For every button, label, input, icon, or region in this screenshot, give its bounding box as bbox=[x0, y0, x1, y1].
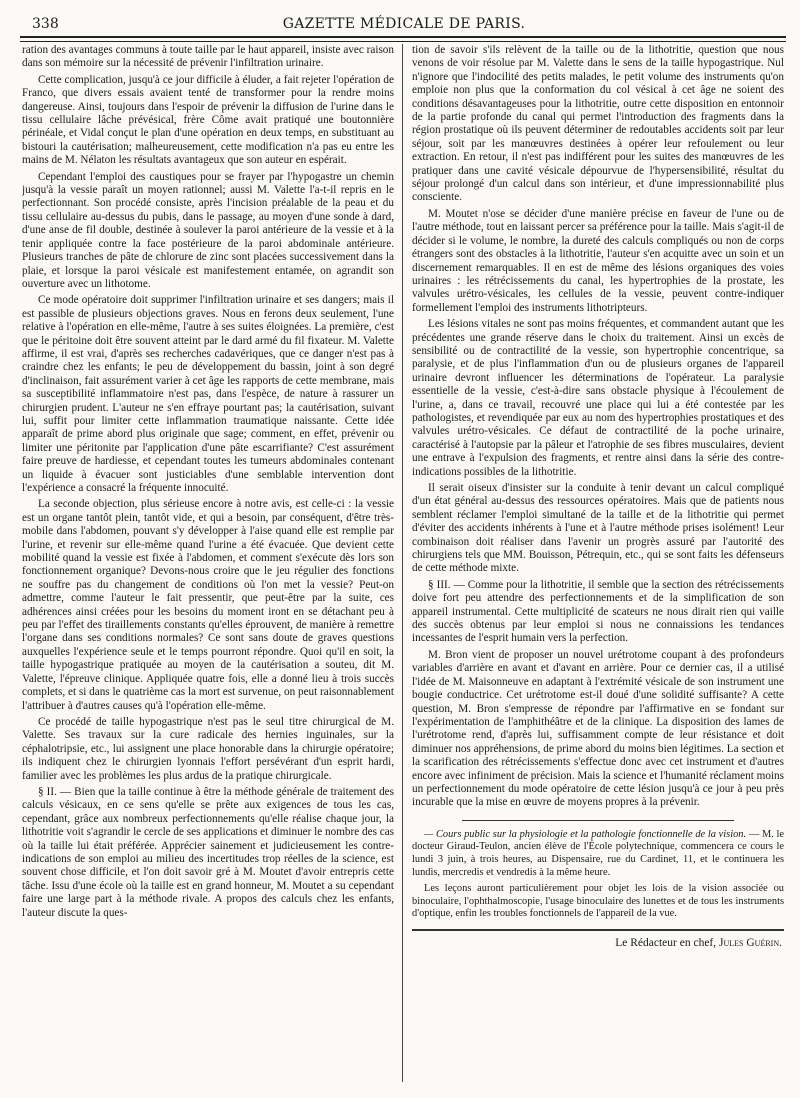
paragraph: Il serait oiseux d'insister sur la conduite à tenir devant un calcul compliqué d'un état général au-dessus des ressources opératoires. Mais que de patients nous semblent réclamer l'emploi simultané de la taille et de la lithotritie qui permet d'éviter des accidents inhérents à l'une et à l'autre méthode prises isolément! Leur combinaison doit réaliser dans l'avenir un progrès assuré par l'autorité des chirurgiens tels que MM. Bouisson, Pétrequin, etc., qui se sont faits les défenseurs de cette méthode mixte. bbox=[412, 482, 784, 575]
notice-text: — M. le docteur Giraud-Teulon, ancien élève de l'École polytechnique, commencera ce cours le lundi 3 juin, à trois heures, au Dispensaire, rue du Cardinet, 11, et le continuera les lundis, mercredis et vendredis à la même heure. bbox=[412, 828, 784, 878]
paragraph: M. Bron vient de proposer un nouvel urétrotome coupant à des profondeurs variables d'arrière en avant et d'avant en arrière. Pour ce dernier cas, il a utilisé l'idée de M. Maisonneuve en adaptant à l'extrémité vésicale de son instrument une bougie conductrice. Cet urétrotome est-il doué d'une solidité suffisante? A cette question, M. Bron s'empresse de répondre par l'affirmative en se fondant sur l'expérimentation de l'amphithéâtre et de la clinique. La disposition des lames de l'urétrotome rend, d'après lui, suffisamment compte de leur résistance et doit diminuer nos appréhensions, de prime abord du moins bien légitimes. La section et la scarification des rétrécissements s'effectue donc avec cet instrument et d'autres encore avec infiniment de précision. Mais la science et l'humanité réclament moins un perfectionnement du mode opératoire de cette lésion jusqu'à ce jour à peu près incurable que la mise en œuvre de moyens propres à la prévenir. bbox=[412, 648, 784, 809]
journal-title: GAZETTE MÉDICALE DE PARIS. bbox=[282, 16, 526, 32]
signature-divider bbox=[412, 929, 784, 931]
paragraph: Cette complication, jusqu'à ce jour difficile à éluder, a fait rejeter l'opération de Franco, que divers essais avaient tenté de transformer pour la rendre moins dangereuse. Ainsi, toujours dans l'espoir de prévenir la diffusion de l'urine dans le tissu cellulaire lâche prévésical, frère Côme avait pratiqué une boutonnière périnéale, et Vidal conçut le plan d'une opération en deux temps, en substituant au bistouri la cautérisation; malheureusement, cette modification n'a pas eu entre les mains de M. Nélaton les résultats avantageux que son auteur en espérait. bbox=[22, 73, 394, 167]
paragraph: M. Moutet n'ose se décider d'une manière précise en faveur de l'une ou de l'autre méthode, tout en laissant percer sa préférence pour la taille. Mais s'agit-il de décider si le volume, le nombre, la dureté des calculs compliqués ou non de corps étrangers sont des obstacles à la lithotritie, l'auteur s'en acquitte avec un soin et un discernement remarquables. Il en est de même des lésions organiques des voies urinaires : les rétrécissements du canal, les hypertrophies de la prostate, les valvules urétro-vésicales, les cellules de la vessie, peuvent contre-indiquer formellement l'emploi des instruments lithotripteurs. bbox=[412, 207, 784, 314]
notice-heading: — Cours public sur la physiologie et la pathologie fonctionnelle de la vision. bbox=[424, 828, 747, 840]
paragraph: § II. — Bien que la taille continue à être la méthode générale de traitement des calculs vésicaux, en ce sens qu'elle se prête aux exigences de tous les cas, cependant, grâce aux nombreux perfectionnements qu'elle réalise chaque jour, la lithotritie voit s'agrandir le cercle de ses applications et diminuer le nombre des cas où la taille lui était préférée. Apprécier sainement et judicieusement les contre-indications de son emploi au milieu des incertitudes trop réelles de la science, est souvent chose difficile, et l'on doit savoir gré à M. Moutet d'avoir entrepris cette tâche. Issu d'une école où la taille est en grand honneur, M. Moutet a su cependant faire une large part à la méthode rivale. A propos des calculs chez les enfants, l'auteur discute la ques- bbox=[22, 785, 394, 919]
signature-prefix: Le Rédacteur en chef, bbox=[615, 936, 717, 949]
paragraph: Cependant l'emploi des caustiques pour se frayer par l'hypogastre un chemin jusqu'à la vessie paraît un moyen rationnel; aussi M. Valette l'a-t-il repris en le perfectionnant. Son procédé consiste, après l'incision préalable de la peau et du tissu cellulaire au-dessus du pubis, dans le passage, au moyen d'une sonde à dard, d'une anse de fil double, destinée à soulever la paroi antérieure de la vessie et à la tenir appliquée contre la face postérieure de la paroi abdominale antérieure. Plusieurs tranches de pâte de chlorure de zinc sont placées successivement dans la plaie, et lorsque la paroi vésicale est manifestement entamée, on agrandit son ouverture avec un lithotome. bbox=[22, 170, 394, 290]
column-divider bbox=[402, 44, 403, 1082]
paragraph: Ce mode opératoire doit supprimer l'infiltration urinaire et ses dangers; mais il est passible de plusieurs objections graves. Nous en ferons deux seulement, l'une relative à l'opération en elle-même, l'autre à ses suites éloignées. La première, c'est que le péritoine doit être souvent atteint par le dard armé du fil fixateur. M. Valette affirme, il est vrai, d'après ses recherches cadavériques, que ce danger n'est pas à craindre chez les enfants; le peu de développement du bassin, joint à son degré d'inclinaison, fait assurément varier à cet âge les rapports de cette membrane, mais sa susceptibilité inflammatoire n'est pas, dans l'espèce, de nature à rassurer un chirurgien prudent. L'auteur ne s'en effraye pourtant pas; la cautérisation, suivant lui, suffit pour limiter cette inflammation traumatique naissante. Cette idée apparaît de prime abord plus originale que sage; comment, en effet, prévenir ou limiter une péritonite par l'application d'une pâte escarrifiante? C'est assurément faire preuve de hardiesse, et cependant toutes les tumeurs abdominales contenant un liquide à évacuer sont justiciables d'une semblable intervention dont l'expérience a consacré la fréquente innocuité. bbox=[22, 294, 394, 494]
paragraph: § III. — Comme pour la lithotritie, il semble que la section des rétrécissements doive fort peu attendre des perfectionnements et de la simplification de son appareil instrumental. Cette multiplicité de scateurs ne nous dirait rien qui vaille des succès obtenus par leur emploi si nous ne connaissions les tendances incessantes de l'esprit humain vers la perfection. bbox=[412, 578, 784, 645]
section-divider bbox=[462, 820, 734, 821]
paragraph: tion de savoir s'ils relèvent de la taille ou de la lithotritie, question que nous venons de voir résolue par M. Valette dans le sens de la taille hypogastrique. Nul n'ignore que l'indocilité des petits malades, le petit volume des instruments qu'on emploie non plus que la conformation du col vésical à cet âge ne soient des conditions désavantageuses pour la lithotritie, outre cette disposition en entonnoir de la partie profonde du canal qui permet l'introduction des fragments dans la région prostatique où ils peuvent déterminer de redoutables accidents soit par leur séjour, soit par les manœuvres destinées à opérer leur refoulement ou leur extraction. En retour, il n'est pas indifférent pour les suites des manœuvres de les pratiquer dans une cavité vésicale dépourvue de l'hypersensibilité, résultat du séjour prolongé d'un calcul dans son intérieur, et d'une impressionnabilité plus consciente. bbox=[412, 44, 784, 204]
paragraph: ration des avantages communs à toute taille par le haut appareil, insiste avec raison dans son mémoire sur la nécessité de prévenir l'infiltration urinaire. bbox=[22, 44, 394, 70]
notice-text-2: Les leçons auront particulièrement pour objet les lois de la vision associée ou binoculaire, l'ophthalmoscopie, l'usage binoculaire des lunettes et de tous les instruments d'optique, enfin les troubles fonctionnels de l'appareil de la vue. bbox=[412, 883, 784, 920]
paragraph: Les lésions vitales ne sont pas moins fréquentes, et commandent autant que les précédentes une grande réserve dans le choix du traitement. Ainsi un excès de sensibilité ou de contractilité de la vessie, son hypertrophie concentrique, sa paralysie, et de plus l'inflammation d'un ou de plusieurs organes de l'appareil urinaire devront influencer les déterminations de l'opérateur. La paralysie essentielle de la vessie, c'est-à-dire sans obstacle physique à l'écoulement de l'urine, a, dans ce travail, recouvré une place qui lui a été contestée par les pathologistes, et revendiquée par eux au nom des hypertrophies prostatiques et des valvules urétro-vésicales. Ce défaut de contractilité de la poche urinaire, caractérisé à l'autopsie par la pâleur et l'atrophie de ses fibres musculaires, devient une entrave à l'expulsion des fragments, et rentre ainsi dans la série des contre-indications possibles de la lithotritie. bbox=[412, 318, 784, 478]
page-number: 338 bbox=[32, 16, 59, 32]
paragraph: Ce procédé de taille hypogastrique n'est pas le seul titre chirurgical de M. Valette. Ses travaux sur la cure radicale des hernies inguinales, sur la céphalotripsie, etc., lui assignent une place honorable dans la chirurgie opératoire; ils indiquent chez le chirurgien lyonnais l'effort persévérant d'un esprit hardi, familier avec les problèmes les plus ardus de la pratique chirurgicale. bbox=[22, 715, 394, 782]
paragraph: La seconde objection, plus sérieuse encore à notre avis, est celle-ci : la vessie est un organe tantôt plein, tantôt vide, et qui a besoin, par conséquent, d'être très-mobile dans l'abdomen, pouvant s'y développer à l'aise quand elle est remplie par l'urine, et revenir sur elle-même quand l'urine a été évacuée. Que devient cette mobilité quand la vessie est fixée à l'abdomen, et comment s'exécute dès lors son fonctionnement organique? Devons-nous croire que le jeu régulier des fonctions ne souffre pas du changement de conditions où l'on met la vessie? Peut-on admettre, comme l'auteur le fait pressentir, que peut-être par la suite, ces adhérences ainsi créées pour les besoins du moment iront en se détachant peu à peu par l'effet des tiraillements constants qu'elles éprouvent, de manière à remettre l'organe dans ses conditions normales? Ce sont sans doute de graves questions auxquelles l'expérience seule et le temps pourront répondre. Quoi qu'il en soit, la taille hypogastrique pratiquée au moyen de la cautérisation a souteu, dit M. Valette, l'épreuve clinique. Appliquée quatre fois, elle a donné lieu à trois succès complets, et si dans le quatrième cas la mort est survenue, on peut raisonnablement l'attribuer à d'autres causes qu'à l'opération elle-même. bbox=[22, 498, 394, 712]
right-column bbox=[412, 44, 784, 1086]
editor-signature bbox=[412, 937, 784, 950]
signature-name: Jules Guérin. bbox=[719, 936, 782, 949]
left-column bbox=[22, 44, 394, 1086]
page-header bbox=[22, 14, 786, 36]
course-notice bbox=[412, 829, 784, 921]
header-rule bbox=[20, 36, 786, 42]
